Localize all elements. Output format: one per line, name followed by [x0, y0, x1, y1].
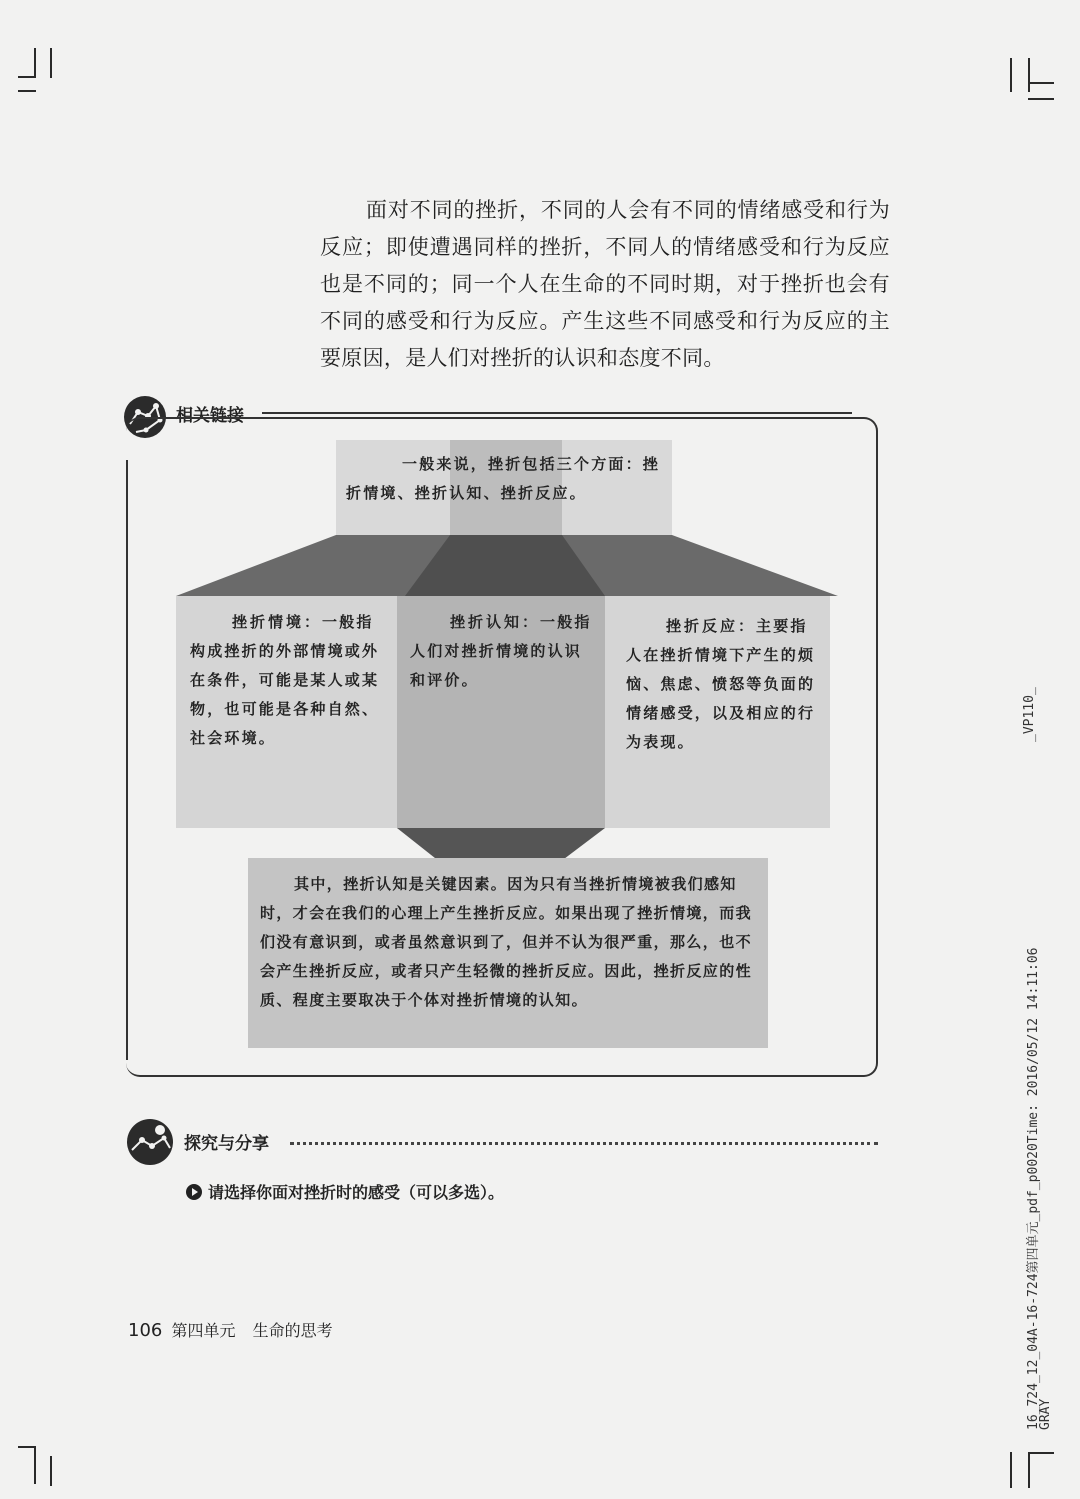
explore-icon — [124, 1116, 176, 1168]
cognition-block — [410, 608, 598, 695]
margin-print-info: 16_724_12_04A-16-724第四单元_pdf_p0020Time: 2016/05/12 14:11:06 — [1026, 947, 1041, 1430]
cognition-text: 一般指人们对挫折情境的认识和评价。 — [410, 613, 592, 689]
overview-text: 一般来说，挫折包括三个方面：挫折情境、挫折认知、挫折反应。 — [346, 455, 661, 502]
reaction-block — [626, 612, 820, 757]
situation-block — [190, 608, 386, 753]
page-footer — [128, 1318, 333, 1341]
reaction-text: 主要指人在挫折情境下产生的烦恼、焦虑、愤怒等负面的情绪感受，以及相应的行为表现。 — [626, 617, 816, 751]
play-icon — [186, 1184, 202, 1200]
footer-unit: 第四单元 — [171, 1321, 236, 1340]
explore-title: 探究与分享 — [184, 1134, 269, 1154]
situation-text: 一般指构成挫折的外部情境或外在条件，可能是某人或某物，也可能是各种自然、社会环境。 — [190, 613, 380, 747]
related-links-title: 相关链接 — [176, 406, 244, 426]
margin-gray-label: GRAY — [1038, 1398, 1053, 1430]
margin-code: _VP110_ — [1022, 687, 1037, 742]
explore-dotted-rule — [290, 1142, 878, 1145]
footer-chapter: 生命的思考 — [252, 1321, 333, 1340]
situation-keyword: 挫折情境： — [232, 613, 323, 631]
reaction-keyword: 挫折反应： — [666, 617, 757, 635]
conclusion-text: 其中，挫折认知是关键因素。因为只有当挫折情境被我们感知时，才会在我们的心理上产生挫折反应。如果出现了挫折情境，而我们没有意识到，或者虽然意识到了，但并不认为很严重，那么，也不会产生挫折反应，或者只产生轻微的挫折反应。因此，挫折反应的性质、程度主要取决于个体对挫折情境的认知。 — [260, 875, 753, 1009]
explore-question — [186, 1180, 504, 1203]
intro-paragraph: 面对不同的挫折，不同的人会有不同的情绪感受和行为反应；即使遭遇同样的挫折，不同人的情绪感受和行为反应也是不同的；同一个人在生命的不同时期，对于挫折也会有不同的感受和行为反应。产生这些不同感受和行为反应的主要原因，是人们对挫折的认识和态度不同。 — [320, 198, 890, 370]
cognition-keyword: 挫折认知： — [450, 613, 541, 631]
page-number: 106 — [128, 1320, 163, 1341]
question-text: 请选择你面对挫折时的感受（可以多选）。 — [208, 1183, 505, 1202]
